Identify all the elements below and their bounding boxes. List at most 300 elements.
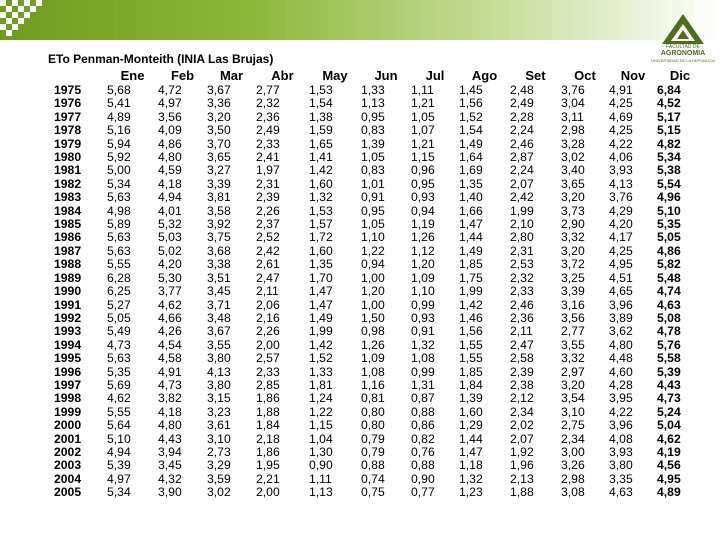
year-cell: 1999 (54, 404, 82, 419)
value-cell: 2,42 (510, 190, 534, 205)
value-cell: 1,19 (411, 217, 435, 232)
value-cell: 4,25 (609, 96, 633, 111)
value-cell: 1,81 (309, 377, 333, 392)
value-cell: 1,29 (459, 418, 483, 433)
value-cell: 1,47 (309, 297, 333, 312)
value-cell: 3,16 (561, 297, 585, 312)
value-cell: 0,95 (361, 203, 385, 218)
column-header: Jul (425, 68, 445, 83)
value-cell: 4,95 (657, 471, 681, 486)
value-cell: 0,87 (411, 391, 435, 406)
year-cell: 1978 (54, 123, 82, 138)
value-cell: 1,00 (361, 270, 385, 285)
value-cell: 1,05 (411, 109, 435, 124)
value-cell: 3,92 (207, 217, 231, 232)
value-cell: 3,20 (561, 243, 585, 258)
value-cell: 3,04 (561, 96, 585, 111)
year-cell: 1975 (54, 83, 82, 97)
value-cell: 1,31 (411, 377, 435, 392)
table-row (52, 312, 703, 325)
value-cell: 1,88 (256, 404, 280, 419)
year-cell: 2000 (54, 418, 82, 433)
value-cell: 2,97 (561, 364, 585, 379)
value-cell: 1,08 (361, 364, 385, 379)
value-cell: 5,34 (107, 485, 131, 500)
value-cell: 4,43 (657, 377, 681, 392)
value-cell: 3,11 (561, 109, 584, 124)
value-cell: 2,87 (510, 150, 534, 165)
table-row (52, 379, 703, 392)
value-cell: 1,42 (309, 337, 333, 352)
value-cell: 5,82 (657, 257, 681, 272)
value-cell: 2,18 (256, 431, 280, 446)
value-cell: 5,39 (107, 458, 131, 473)
value-cell: 2,36 (256, 109, 280, 124)
value-cell: 4,94 (158, 190, 182, 205)
value-cell: 3,32 (561, 351, 585, 366)
value-cell: 1,12 (411, 243, 435, 258)
value-cell: 2,34 (561, 431, 585, 446)
value-cell: 3,15 (207, 391, 231, 406)
value-cell: 4,63 (657, 297, 681, 312)
value-cell: 4,01 (158, 203, 182, 218)
value-cell: 0,80 (361, 404, 385, 419)
value-cell: 0,95 (361, 109, 385, 124)
value-cell: 1,13 (361, 96, 385, 111)
year-cell: 1995 (54, 351, 82, 366)
value-cell: 2,75 (561, 418, 585, 433)
value-cell: 1,16 (361, 377, 385, 392)
year-cell: 1990 (54, 284, 82, 299)
value-cell: 2,42 (256, 243, 280, 258)
value-cell: 4,20 (609, 217, 633, 232)
value-cell: 1,99 (309, 324, 333, 339)
value-cell: 3,10 (561, 404, 585, 419)
value-cell: 5,34 (657, 150, 681, 165)
value-cell: 4,94 (107, 444, 131, 459)
value-cell: 5,89 (107, 217, 131, 232)
value-cell: 3,72 (561, 257, 585, 272)
value-cell: 5,55 (107, 404, 131, 419)
value-cell: 4,98 (107, 203, 131, 218)
value-cell: 5,38 (657, 163, 681, 178)
value-cell: 3,20 (561, 377, 585, 392)
value-cell: 1,52 (309, 351, 333, 366)
value-cell: 1,39 (361, 136, 385, 151)
value-cell: 3,94 (158, 444, 182, 459)
value-cell: 2,31 (256, 176, 280, 191)
value-cell: 1,26 (361, 337, 385, 352)
table-body (52, 84, 703, 500)
value-cell: 2,34 (510, 404, 534, 419)
value-cell: 5,49 (107, 324, 131, 339)
value-cell: 3,65 (561, 176, 585, 191)
value-cell: 2,02 (510, 418, 534, 433)
value-cell: 5,63 (107, 243, 131, 258)
value-cell: 1,84 (256, 418, 280, 433)
value-cell: 0,74 (361, 471, 385, 486)
value-cell: 5,55 (107, 257, 131, 272)
column-header: Ene (120, 68, 145, 83)
value-cell: 3,40 (561, 163, 585, 178)
value-cell: 0,93 (411, 310, 435, 325)
value-cell: 5,15 (657, 123, 681, 138)
value-cell: 1,69 (459, 163, 483, 178)
value-cell: 5,35 (107, 364, 131, 379)
value-cell: 3,08 (561, 485, 585, 500)
column-header: Ago (471, 68, 498, 83)
value-cell: 3,82 (158, 391, 182, 406)
value-cell: 1,52 (459, 109, 483, 124)
value-cell: 5,35 (657, 217, 681, 232)
column-header: Set (525, 68, 546, 83)
year-cell: 1993 (54, 324, 82, 339)
year-cell: 1989 (54, 270, 82, 285)
value-cell: 4,19 (657, 444, 681, 459)
value-cell: 3,62 (609, 324, 633, 339)
year-cell: 1992 (54, 310, 82, 325)
value-cell: 1,44 (459, 431, 483, 446)
value-cell: 2,31 (510, 243, 534, 258)
value-cell: 2,00 (256, 485, 280, 500)
value-cell: 1,66 (459, 203, 483, 218)
value-cell: 4,96 (657, 190, 681, 205)
value-cell: 4,26 (158, 324, 182, 339)
value-cell: 2,80 (510, 230, 534, 245)
value-cell: 4,82 (657, 136, 681, 151)
value-cell: 3,90 (158, 485, 182, 500)
value-cell: 1,64 (459, 150, 483, 165)
value-cell: 4,18 (158, 404, 182, 419)
value-cell: 1,07 (411, 123, 435, 138)
value-cell: 4,72 (158, 83, 182, 97)
value-cell: 3,26 (561, 458, 585, 473)
value-cell: 1,65 (309, 136, 333, 151)
table-row (52, 205, 703, 218)
table-row (52, 433, 703, 446)
value-cell: 5,10 (657, 203, 681, 218)
value-cell: 5,63 (107, 190, 131, 205)
value-cell: 4,97 (107, 471, 131, 486)
table-row (52, 97, 703, 110)
value-cell: 5,92 (107, 150, 131, 165)
table-row (52, 164, 703, 177)
value-cell: 2,26 (256, 324, 280, 339)
header-year-blank (52, 67, 107, 84)
table-row (52, 258, 703, 271)
value-cell: 0,88 (361, 458, 385, 473)
value-cell: 2,39 (510, 364, 534, 379)
value-cell: 0,94 (411, 203, 435, 218)
value-cell: 1,10 (411, 284, 435, 299)
value-cell: 4,62 (107, 391, 131, 406)
value-cell: 1,04 (309, 431, 333, 446)
year-cell: 1980 (54, 150, 82, 165)
value-cell: 1,01 (361, 176, 385, 191)
value-cell: 1,33 (361, 83, 385, 97)
value-cell: 4,89 (657, 485, 681, 500)
value-cell: 4,60 (609, 364, 633, 379)
value-cell: 3,00 (561, 444, 585, 459)
year-cell: 1998 (54, 391, 82, 406)
value-cell: 0,93 (411, 190, 435, 205)
year-cell: 1997 (54, 377, 82, 392)
value-cell: 5,34 (107, 176, 131, 191)
value-cell: 4,78 (657, 324, 681, 339)
value-cell: 5,02 (158, 243, 182, 258)
value-cell: 3,39 (207, 176, 231, 191)
value-cell: 2,33 (510, 284, 534, 299)
value-cell: 1,21 (411, 136, 435, 151)
value-cell: 4,25 (609, 123, 633, 138)
value-cell: 2,33 (256, 364, 280, 379)
value-cell: 0,90 (411, 471, 435, 486)
column-header: Abr (271, 68, 294, 83)
value-cell: 0,86 (411, 418, 435, 433)
table-row (52, 459, 703, 472)
year-cell: 2001 (54, 431, 82, 446)
table-row (52, 272, 703, 285)
value-cell: 0,83 (361, 163, 385, 178)
value-cell: 1,09 (411, 270, 435, 285)
value-cell: 1,60 (459, 404, 483, 419)
value-cell: 3,45 (158, 458, 182, 473)
value-cell: 1,11 (309, 471, 332, 486)
value-cell: 3,10 (207, 431, 231, 446)
value-cell: 3,67 (207, 324, 231, 339)
value-cell: 1,30 (309, 444, 333, 459)
value-cell: 4,18 (158, 176, 182, 191)
value-cell: 5,69 (107, 377, 131, 392)
value-cell: 2,61 (256, 257, 280, 272)
value-cell: 2,53 (510, 257, 534, 272)
table-row (52, 245, 703, 258)
value-cell: 4,91 (609, 83, 633, 97)
value-cell: 1,53 (309, 83, 333, 97)
value-cell: 2,77 (256, 83, 280, 97)
value-cell: 2,11 (510, 324, 533, 339)
value-cell: 5,32 (158, 217, 182, 232)
value-cell: 2,24 (510, 123, 534, 138)
value-cell: 3,93 (609, 444, 633, 459)
value-cell: 2,32 (510, 270, 534, 285)
value-cell: 4,25 (609, 243, 633, 258)
column-header: Mar (219, 68, 244, 83)
value-cell: 4,17 (609, 230, 633, 245)
value-cell: 4,48 (609, 351, 633, 366)
value-cell: 1,47 (459, 444, 483, 459)
value-cell: 5,27 (107, 297, 131, 312)
value-cell: 3,93 (609, 163, 633, 178)
value-cell: 4,66 (158, 310, 182, 325)
value-cell: 2,07 (510, 431, 534, 446)
value-cell: 6,25 (107, 284, 131, 299)
table-row (52, 339, 703, 352)
value-cell: 4,80 (158, 150, 182, 165)
year-cell: 1982 (54, 176, 82, 191)
value-cell: 1,86 (256, 444, 280, 459)
value-cell: 1,42 (459, 297, 483, 312)
value-cell: 5,39 (657, 364, 681, 379)
value-cell: 4,28 (609, 377, 633, 392)
value-cell: 4,20 (158, 257, 182, 272)
value-cell: 1,39 (459, 391, 483, 406)
value-cell: 1,86 (256, 391, 280, 406)
value-cell: 4,74 (657, 284, 681, 299)
value-cell: 0,99 (411, 364, 435, 379)
value-cell: 2,16 (256, 310, 280, 325)
value-cell: 4,73 (107, 337, 131, 352)
value-cell: 1,72 (309, 230, 333, 245)
value-cell: 5,76 (657, 337, 681, 352)
column-header: Oct (574, 68, 596, 83)
value-cell: 1,49 (309, 310, 333, 325)
value-cell: 2,33 (256, 136, 280, 151)
table-row (52, 231, 703, 244)
value-cell: 2,47 (510, 337, 534, 352)
value-cell: 3,56 (561, 310, 585, 325)
value-cell: 4,65 (609, 284, 633, 299)
value-cell: 1,10 (361, 230, 385, 245)
value-cell: 2,39 (256, 190, 280, 205)
value-cell: 1,15 (411, 150, 435, 165)
value-cell: 1,41 (309, 150, 333, 165)
year-cell: 1977 (54, 109, 82, 124)
value-cell: 4,86 (657, 243, 681, 258)
value-cell: 1,38 (309, 109, 333, 124)
value-cell: 3,32 (561, 230, 585, 245)
value-cell: 3,76 (561, 83, 585, 97)
value-cell: 4,89 (107, 109, 131, 124)
value-cell: 3,35 (609, 471, 633, 486)
value-cell: 6,28 (107, 270, 131, 285)
value-cell: 3,25 (561, 270, 585, 285)
value-cell: 1,50 (361, 310, 385, 325)
value-cell: 1,85 (459, 364, 483, 379)
logo-line2: AGRONOMIA (660, 50, 706, 57)
value-cell: 1,22 (309, 404, 333, 419)
value-cell: 4,09 (158, 123, 182, 138)
value-cell: 4,58 (158, 351, 182, 366)
value-cell: 2,41 (256, 150, 280, 165)
value-cell: 0,94 (361, 257, 385, 272)
value-cell: 2,12 (510, 391, 534, 406)
value-cell: 3,67 (207, 83, 231, 97)
value-cell: 3,80 (207, 351, 231, 366)
year-cell: 1986 (54, 230, 82, 245)
value-cell: 0,75 (361, 485, 385, 500)
value-cell: 1,75 (459, 270, 483, 285)
value-cell: 2,24 (510, 163, 534, 178)
header-gradient-bar (0, 0, 720, 40)
value-cell: 0,76 (411, 444, 435, 459)
value-cell: 2,32 (256, 96, 280, 111)
value-cell: 1,99 (459, 284, 483, 299)
value-cell: 4,63 (609, 485, 633, 500)
value-cell: 1,11 (411, 83, 434, 97)
value-cell: 0,96 (411, 163, 435, 178)
column-header: Jun (374, 68, 398, 83)
value-cell: 3,55 (561, 337, 585, 352)
value-cell: 3,58 (207, 203, 231, 218)
value-cell: 0,82 (411, 431, 435, 446)
value-cell: 4,62 (158, 297, 182, 312)
value-cell: 3,23 (207, 404, 231, 419)
value-cell: 4,95 (609, 257, 633, 272)
table-row (52, 111, 703, 124)
value-cell: 3,50 (207, 123, 231, 138)
value-cell: 2,28 (510, 109, 534, 124)
value-cell: 1,00 (361, 297, 385, 312)
value-cell: 2,06 (256, 297, 280, 312)
value-cell: 1,97 (256, 163, 280, 178)
table-row (52, 352, 703, 365)
value-cell: 2,46 (510, 297, 534, 312)
value-cell: 4,13 (609, 176, 633, 191)
value-cell: 1,54 (309, 96, 333, 111)
year-cell: 1988 (54, 257, 82, 272)
value-cell: 4,22 (609, 136, 633, 151)
value-cell: 0,77 (411, 485, 435, 500)
value-cell: 1,09 (361, 351, 385, 366)
value-cell: 1,24 (309, 391, 333, 406)
value-cell: 5,00 (107, 163, 131, 178)
value-cell: 5,10 (107, 431, 131, 446)
value-cell: 1,99 (510, 203, 534, 218)
logo-caption (650, 44, 716, 63)
value-cell: 1,42 (309, 163, 333, 178)
page-title: ETo Penman-Monteith (INIA Las Brujas) (48, 52, 274, 66)
value-cell: 0,95 (411, 176, 435, 191)
value-cell: 3,65 (207, 150, 231, 165)
value-cell: 4,86 (158, 136, 182, 151)
table-row (52, 419, 703, 432)
value-cell: 2,98 (561, 123, 585, 138)
value-cell: 3,77 (158, 284, 182, 299)
value-cell: 0,90 (309, 458, 333, 473)
value-cell: 0,98 (361, 324, 385, 339)
value-cell: 3,54 (561, 391, 585, 406)
year-cell: 2005 (54, 485, 82, 500)
value-cell: 1,60 (309, 243, 333, 258)
value-cell: 2,11 (256, 284, 279, 299)
year-cell: 1979 (54, 136, 82, 151)
value-cell: 1,92 (510, 444, 534, 459)
value-cell: 5,08 (657, 310, 681, 325)
value-cell: 2,46 (510, 136, 534, 151)
table-row (52, 473, 703, 486)
value-cell: 2,38 (510, 377, 534, 392)
value-cell: 1,55 (459, 337, 483, 352)
value-cell: 1,21 (411, 96, 435, 111)
table-row (52, 325, 703, 338)
value-cell: 4,69 (609, 109, 633, 124)
year-cell: 1987 (54, 243, 82, 258)
value-cell: 3,59 (207, 471, 231, 486)
value-cell: 5,24 (657, 404, 681, 419)
value-cell: 6,84 (657, 83, 681, 97)
value-cell: 3,96 (609, 297, 633, 312)
value-cell: 3,39 (561, 284, 585, 299)
value-cell: 4,54 (158, 337, 182, 352)
value-cell: 1,32 (411, 337, 435, 352)
value-cell: 0,83 (361, 123, 385, 138)
value-cell: 1,23 (459, 485, 483, 500)
value-cell: 3,48 (207, 310, 231, 325)
value-cell: 2,49 (256, 123, 280, 138)
value-cell: 1,20 (411, 257, 435, 272)
value-cell: 5,58 (657, 351, 681, 366)
